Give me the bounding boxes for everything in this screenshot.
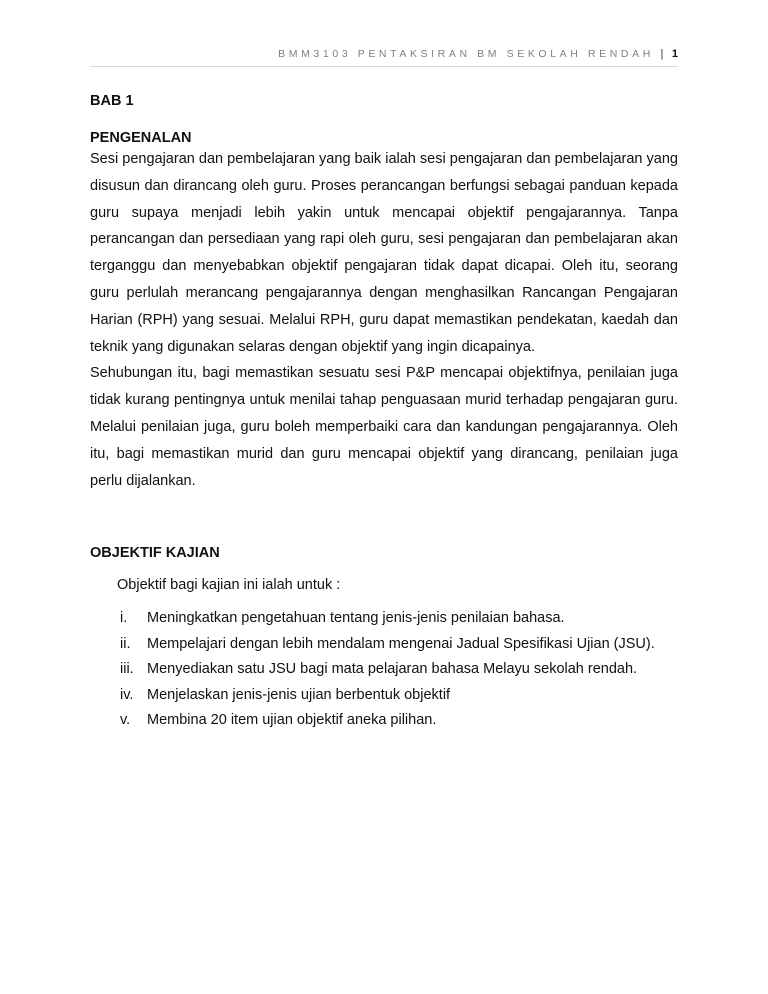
list-item (90, 636, 678, 662)
list-number: v. (120, 712, 131, 729)
list-text: Membina 20 item ujian objektif aneka pilihan. (147, 712, 437, 729)
objectives-list (90, 610, 678, 738)
list-item (90, 712, 678, 738)
header-separator: | (660, 48, 664, 60)
paragraph-1: Sesi pengajaran dan pembelajaran yang baik ialah sesi pengajaran dan pembelajaran yang disusun dan dirancang oleh guru. Proses perancangan berfungsi sebagai panduan kepada guru supaya menjadi lebih yakin untuk mencapai objektif pengajarannya. Tanpa perancangan dan persediaan yang rapi oleh guru, sesi pengajaran dan pembelajaran akan terganggu dan menyebabkan objektif pengajaran tidak dapat dicapai. Oleh itu, seorang guru perlulah merancang pengajarannya dengan menghasilkan Rancangan Pengajaran Harian (RPH) yang sesuai. Melalui RPH, guru dapat memastikan pendekatan, kaedah dan teknik yang digunakan selaras dengan objektif yang ingin dicapainya. (90, 151, 678, 355)
running-title: BMM3103 PENTAKSIRAN BM SEKOLAH RENDAH (278, 48, 654, 60)
list-item (90, 687, 678, 713)
section-title-pengenalan: PENGENALAN (90, 130, 192, 146)
page-number: 1 (671, 48, 678, 60)
list-text: Menyediakan satu JSU bagi mata pelajaran bahasa Melayu sekolah rendah. (147, 661, 638, 678)
objectives-intro: Objektif bagi kajian ini ialah untuk : (117, 577, 341, 594)
list-number: ii. (120, 635, 131, 652)
page-header (90, 44, 678, 67)
list-text: Meningkatkan pengetahuan tentang jenis-jenis penilaian bahasa. (147, 610, 565, 627)
document-body (90, 90, 678, 738)
list-item (90, 661, 678, 687)
paragraph-2: Sehubungan itu, bagi memastikan sesuatu sesi P&P mencapai objektifnya, penilaian juga tidak kurang pentingnya untuk menilai tahap penguasaan murid terhadap pengajaran guru. Melalui penilaian juga, guru boleh memperbaiki cara dan kandungan pengajarannya. Oleh itu, bagi memastikan murid dan guru mencapai objektif yang dirancang, penilaian juga perlu dijalankan. (90, 365, 678, 489)
list-number: iv. (120, 686, 134, 703)
list-item (90, 610, 678, 636)
chapter-label: BAB 1 (90, 93, 134, 109)
list-number: i. (120, 610, 128, 627)
section-title-objektif: OBJEKTIF KAJIAN (90, 545, 220, 562)
list-text: Menjelaskan jenis-jenis ujian berbentuk objektif (147, 686, 451, 703)
list-number: iii. (120, 661, 134, 678)
list-text: Mempelajari dengan lebih mendalam mengenai Jadual Spesifikasi Ujian (JSU). (147, 635, 655, 652)
